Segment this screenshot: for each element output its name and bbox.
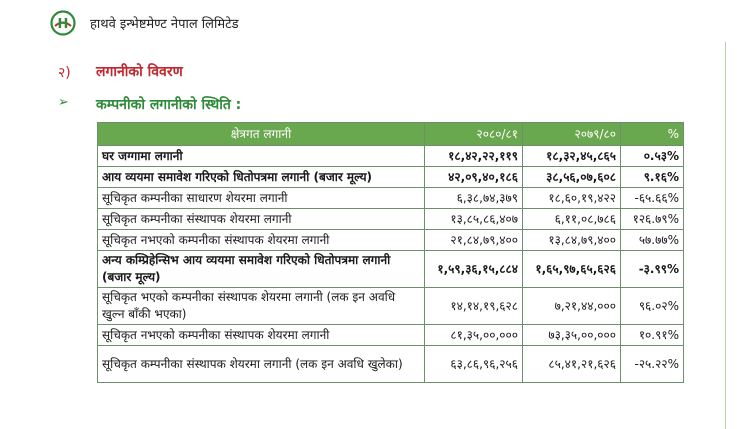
percent-change: १०.९१% <box>621 325 684 346</box>
value-2079-80: ७,२१,४४,००० <box>523 288 621 325</box>
table-row <box>98 146 684 167</box>
percent-change: -३.९९% <box>621 251 684 288</box>
value-2080-81: २१,८४,७९,४०० <box>425 230 523 251</box>
value-2079-80: ६,११,०८,७८६ <box>523 209 621 230</box>
table-row <box>98 346 684 383</box>
table-row <box>98 288 684 325</box>
investment-table <box>97 122 684 383</box>
table-row <box>98 251 684 288</box>
row-label: सूचिकृत नभएको कम्पनीका संस्थापक शेयरमा लगानी <box>98 325 425 346</box>
percent-change: १२६.७९% <box>621 209 684 230</box>
subsection-title: कम्पनीको लगानीको स्थिति : <box>96 97 242 113</box>
table-row <box>98 167 684 188</box>
percent-change: ०.५३% <box>621 146 684 167</box>
value-2079-80: १३,८४,७९,४०० <box>523 230 621 251</box>
value-2080-81: १८,४२,२२,११९ <box>425 146 523 167</box>
arrow-bullet-icon: ➢ <box>58 95 69 110</box>
header-fy-2079-80: २०७९/८० <box>523 123 621 146</box>
row-label: सूचिकृत कम्पनीका संस्थापक शेयरमा लगानी <box>98 209 425 230</box>
value-2080-81: १४,१४,१९,६२८ <box>425 288 523 325</box>
percent-change: ५७.७७% <box>621 230 684 251</box>
value-2080-81: १३,८५,८६,४०७ <box>425 209 523 230</box>
header-percent: % <box>621 123 684 146</box>
percent-change: ९.१६% <box>621 167 684 188</box>
percent-change: -६५.६६% <box>621 188 684 209</box>
section-number: २) <box>58 65 71 81</box>
svg-text:H: H <box>57 17 69 32</box>
value-2080-81: १,५९,३६,१५,८८४ <box>425 251 523 288</box>
value-2079-80: १,६५,९७,६५,६२६ <box>523 251 621 288</box>
value-2079-80: ७३,३५,००,००० <box>523 325 621 346</box>
table-row <box>98 209 684 230</box>
value-2080-81: ८१,३५,००,००० <box>425 325 523 346</box>
row-label: सूचिकृत कम्पनीका साधारण शेयरमा लगानी <box>98 188 425 209</box>
value-2080-81: ४२,०९,४०,१८६ <box>425 167 523 188</box>
value-2080-81: ६३,८६,९६,२५६ <box>425 346 523 383</box>
value-2080-81: ६,३८,७४,३७९ <box>425 188 523 209</box>
section-title: लगानीको विवरण <box>96 64 183 80</box>
header-fy-2080-81: २०८०/८१ <box>425 123 523 146</box>
row-label: घर जग्गामा लगानी <box>98 146 425 167</box>
percent-change: ९६.०२% <box>621 288 684 325</box>
row-label: अन्य कम्प्रिहेन्सिभ आय व्ययमा समावेश गरिएको धितोपत्रमा लगानी (बजार मूल्य) <box>98 251 425 288</box>
value-2079-80: ३८,५६,०७,६०८ <box>523 167 621 188</box>
value-2079-80: ८५,४१,२१,६२६ <box>523 346 621 383</box>
table-row <box>98 188 684 209</box>
company-logo-icon <box>50 10 76 36</box>
percent-change: -२५.२२% <box>621 346 684 383</box>
table-header-row <box>98 123 684 146</box>
page-header <box>0 0 749 46</box>
value-2079-80: १८,३२,४५,८६५ <box>523 146 621 167</box>
row-label: सूचिकृत भएको कम्पनीका संस्थापक शेयरमा लगानी (लक इन अवधि खुल्न बाँकी भएका) <box>98 288 425 325</box>
row-label: आय व्ययमा समावेश गरिएको धितोपत्रमा लगानी (बजार मूल्य) <box>98 167 425 188</box>
right-margin-rule <box>725 42 726 429</box>
table-row <box>98 325 684 346</box>
value-2079-80: १८,६०,१९,४२२ <box>523 188 621 209</box>
row-label: सूचिकृत नभएको कम्पनीका संस्थापक शेयरमा लगानी <box>98 230 425 251</box>
table-row <box>98 230 684 251</box>
company-name: हाथवे इन्भेष्टमेण्ट नेपाल लिमिटेड <box>90 17 239 32</box>
header-sector: क्षेत्रगत लगानी <box>98 123 425 146</box>
row-label: सूचिकृत कम्पनीका संस्थापक शेयरमा लगानी (लक इन अवधि खुलेका) <box>98 346 425 383</box>
